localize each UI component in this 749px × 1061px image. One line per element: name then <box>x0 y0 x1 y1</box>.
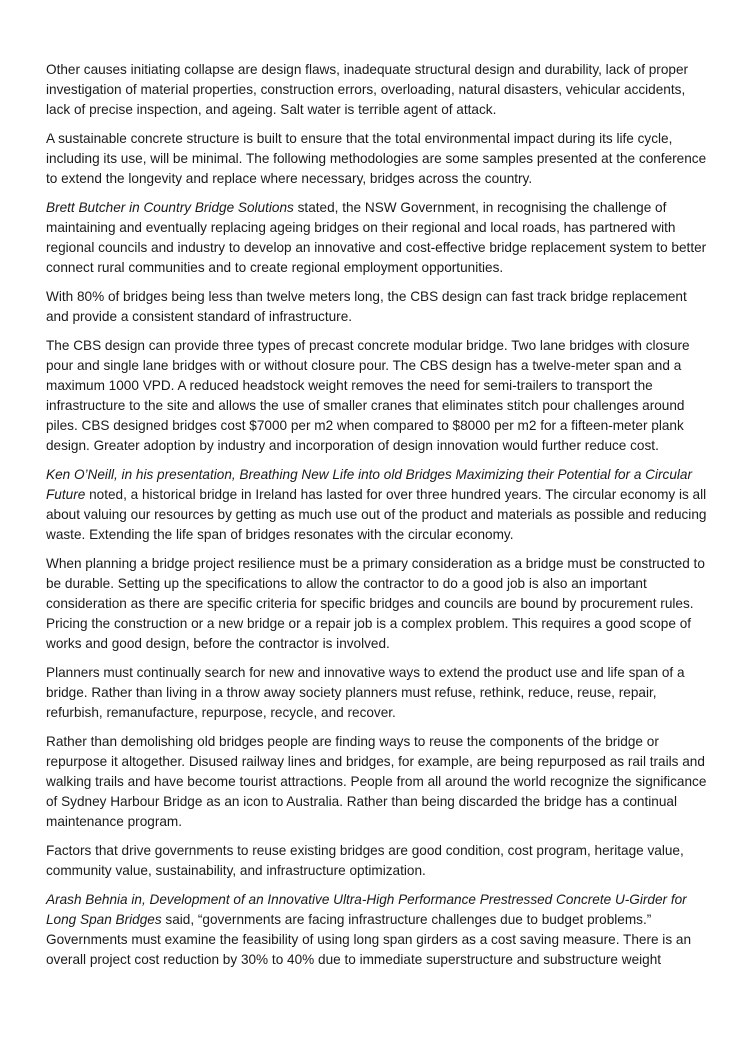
paragraph-brett-butcher: Brett Butcher in Country Bridge Solutions stated, the NSW Government, in recognising the challenge of maintaining and eventually replacing ageing bridges on their regional and local roads, has partnered with regional councils and industry to develop an innovative and cost-effective bridge replacement system to better connect rural communities and to create regional employment opportunities. <box>46 200 707 275</box>
paragraph-sustainable-concrete: A sustainable concrete structure is built to ensure that the total environmental impact during its life cycle, including its use, will be minimal. The following methodologies are some samples presented at the conference to extend the longevity and replace where necessary, bridges across the country. <box>46 131 707 186</box>
paragraph-cbs-design: The CBS design can provide three types of precast concrete modular bridge. Two lane bridges with closure pour and single lane bridges with or without closure pour. The CBS design has a twelve-meter span and a maximum 1000 VPD. A reduced headstock weight removes the need for semi-trailers to transport the infrastructure to the site and allows the use of smaller cranes that eliminates stitch pour challenges around piles. CBS designed bridges cost $7000 per m2 when compared to $8000 per m2 for a fifteen-meter plank design. Greater adoption by industry and incorporation of design innovation would further reduce cost. <box>46 338 690 453</box>
paragraph-reuse-factors: Factors that drive governments to reuse existing bridges are good condition, cost program, heritage value, community value, sustainability, and infrastructure optimization. <box>46 843 684 878</box>
document-body <box>46 60 708 979</box>
speaker-reference: Brett Butcher in Country Bridge Solutions <box>46 200 294 215</box>
paragraph-cbs-fast-track: With 80% of bridges being less than twelve meters long, the CBS design can fast track bridge replacement and provide a consistent standard of infrastructure. <box>46 289 687 324</box>
paragraph-arash-behnia: Arash Behnia in, Development of an Innovative Ultra-High Performance Prestressed Concrete U-Girder for Long Span Bridges said, “governments are facing infrastructure challenges due to budget problems.” Governments must examine the feasibility of using long span girders as a cost saving measure. There is an overall project cost reduction by 30% to 40% due to immediate superstructure and substructure weight <box>46 892 692 967</box>
paragraph-ken-oneill: Ken O’Neill, in his presentation, Breathing New Life into old Bridges Maximizing their Potential for a Circular Future noted, a historical bridge in Ireland has lasted for over three hundred years. The circular economy is all about valuing our resources by getting as much use out of the product and materials as possible and reducing waste. Extending the life span of bridges resonates with the circular economy. <box>46 467 707 542</box>
paragraph-planners-innovate: Planners must continually search for new and innovative ways to extend the product use and life span of a bridge. Rather than living in a throw away society planners must refuse, rethink, reduce, reuse, repair, refurbish, remanufacture, repurpose, recycle, and recover. <box>46 665 685 720</box>
paragraph-reuse-bridges: Rather than demolishing old bridges people are finding ways to reuse the components of the bridge or repurpose it altogether. Disused railway lines and bridges, for example, are being repurposed as rail trails and walking trails and have become tourist attractions. People from all around the world recognize the significance of Sydney Harbour Bridge as an icon to Australia. Rather than being discarded the bridge has a continual maintenance program. <box>46 734 707 829</box>
speaker-reference: Ken O’Neill, in his presentation, Breathing New Life into old Bridges Maximizing their Potential for a Circular Future <box>46 467 693 502</box>
paragraph-collapse-causes: Other causes initiating collapse are design flaws, inadequate structural design and durability, lack of proper investigation of material properties, construction errors, overloading, natural disasters, vehicular accidents, lack of precise inspection, and ageing. Salt water is terrible agent of attack. <box>46 62 689 117</box>
paragraph-planning-resilience: When planning a bridge project resilience must be a primary consideration as a bridge must be constructed to be durable. Setting up the specifications to allow the contractor to do a good job is also an important consideration as there are specific criteria for specific bridges and councils are bound by procurement rules. Pricing the construction or a new bridge or a repair job is a complex problem. This requires a good scope of works and good design, before the contractor is involved. <box>46 556 705 651</box>
speaker-reference: Arash Behnia in, Development of an Innovative Ultra-High Performance Prestressed Concrete U-Girder for Long Span Bridges <box>46 892 687 927</box>
